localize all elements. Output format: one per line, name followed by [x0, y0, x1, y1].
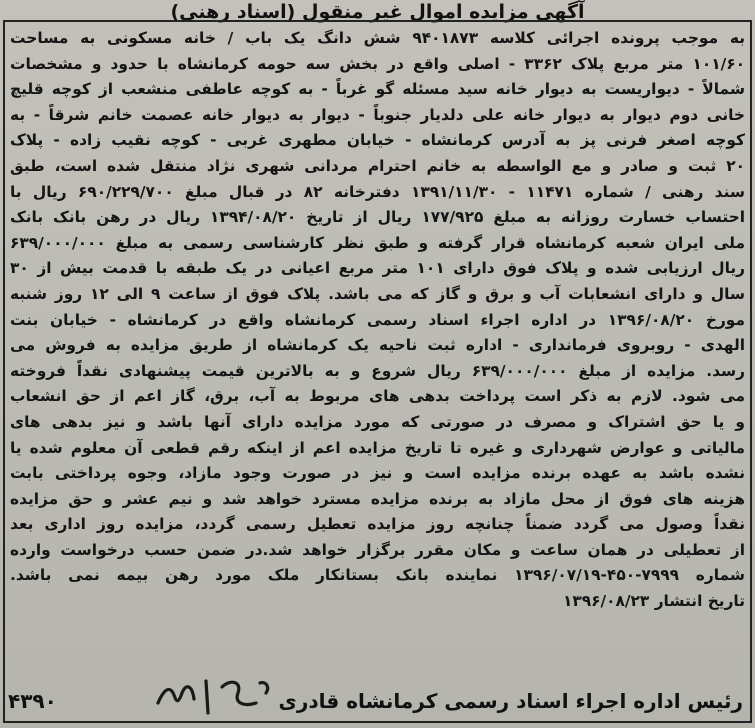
notice-body	[10, 26, 745, 615]
notice-title: آگهی مزایده اموال غیر منقول (اسناد رهنی)	[170, 1, 585, 23]
notice-line: نشده باشد به عهده برنده مزایده است و نیز در صورت وجود مازاد، وجوه پرداختی بابت	[10, 464, 745, 483]
notice-footer	[0, 685, 755, 721]
notice-line: الهدی - روبروی فرمانداری - اداره ثبت ناحیه یک کرمانشاه از طریق مزایده به فروش می	[10, 336, 745, 355]
notice-line: از تعطیلی در همان ساعت و مکان مقرر برگزار خواهد شد.در ضمن حسب درخواست وارده	[10, 540, 745, 559]
notice-line: می شود. لازم به ذکر است پرداخت بدهی های مربوط به آب، برق، گاز اعم از حق انشعاب	[10, 387, 745, 406]
notice-line: ملی ایران شعبه کرمانشاه قرار گرفته و طبق نظر کارشناسی رسمی به مبلغ ۶۳۹/۰۰۰/۰۰۰	[10, 233, 745, 252]
notice-line: ریال ارزیابی شده و پلاک فوق دارای ۱۰۱ متر مربع اعیانی در یک طبقه با قدمت بیش از ۳۰	[10, 259, 745, 278]
notice-line: رسد. مزایده از مبلغ ۶۳۹/۰۰۰/۰۰۰ ریال شروع و به بالاترین قیمت پیشنهادی نقداً فروخته	[10, 361, 745, 380]
notice-line: ۱۰۱/۶۰ متر مربع پلاک ۳۳۶۲ - اصلی واقع در بخش سه حومه کرمانشاه با حدود و مشخصات	[10, 54, 745, 73]
notice-line: شمالاً - دیواریست به دیوار خانه سید مسئله گو غرباً - به کوچه عاطفی منشعب از کوچه قلیچ	[10, 80, 745, 99]
notice-line: مورخ ۱۳۹۶/۰۸/۲۰ در اداره اجراء اسناد رسمی کرمانشاه واقع در کرمانشاه - خیابان بنت	[10, 310, 745, 329]
notice-line: به موجب پرونده اجرائی کلاسه ۹۴۰۱۸۷۳ شش دانگ یک باب / خانه مسکونی به مساحت	[10, 29, 745, 47]
notice-line: و یا حق اشتراک و مصرف در صورتی که مورد مزایده دارای آنها باشد و نیز بدهی های	[10, 412, 745, 431]
notice-line: شماره ۷۹۹۹-۴۵۰-۱۳۹۶/۰۷/۱۹ نماینده بانک بستانکار ملک مورد رهن بیمه نمی باشد.	[10, 566, 745, 585]
notice-line: کوچه اصغر فرنی پز به آدرس کرمانشاه - خیابان مطهری غربی - کوچه نقیب زاده - پلاک	[10, 131, 745, 150]
notice-line: سال و دارای انشعابات آب و برق و گاز که می باشد. پلاک فوق از ساعت ۹ الی ۱۲ روز شنبه	[10, 284, 745, 303]
notice-line: احتساب خسارت روزانه به مبلغ ۱۷۷/۹۲۵ ریال از تاریخ ۱۳۹۴/۰۸/۲۰ ریال در رهن بانک بانک	[10, 208, 745, 227]
notice-line: خانی دوم دیوار به دیوار خانه علی دلدیار جنوباً - دیوار به دیوار خانه عصمت خانم شرقاً - به	[10, 105, 745, 124]
notice-line: نقداً وصول می گردد ضمناً چنانچه روز مزایده تعطیل رسمی گردد، مزایده روز اداری بعد	[10, 515, 745, 534]
notice-code: ۴۳۹۰	[8, 689, 57, 713]
notice-line: ۲۰ ثبت و صادر و مع الواسطه به خانم احترام مردانی شهری نژاد منتقل شده است، طبق	[10, 156, 745, 175]
handwritten-mark	[148, 673, 278, 717]
publication-date: تاریخ انتشار ۱۳۹۶/۰۸/۲۳	[562, 592, 745, 611]
signature-line: رئیس اداره اجراء اسناد رسمی کرمانشاه قادری	[278, 689, 743, 713]
notice-line: هزینه های فوق از محل مازاد به برنده مزایده مسترد خواهد شد و نیم عشر و حق مزایده	[10, 489, 745, 508]
notice-line: سند رهنی / شماره ۱۱۴۷۱ - ۱۳۹۱/۱۱/۳۰ دفترخانه ۸۲ در قبال مبلغ ۶۹۰/۲۲۹/۷۰۰ ریال با	[10, 182, 745, 201]
notice-line: مالیاتی و عوارض شهرداری و غیره تا تاریخ مزایده اعم از اینکه رقم قطعی آن معلوم شده یا	[10, 438, 745, 457]
